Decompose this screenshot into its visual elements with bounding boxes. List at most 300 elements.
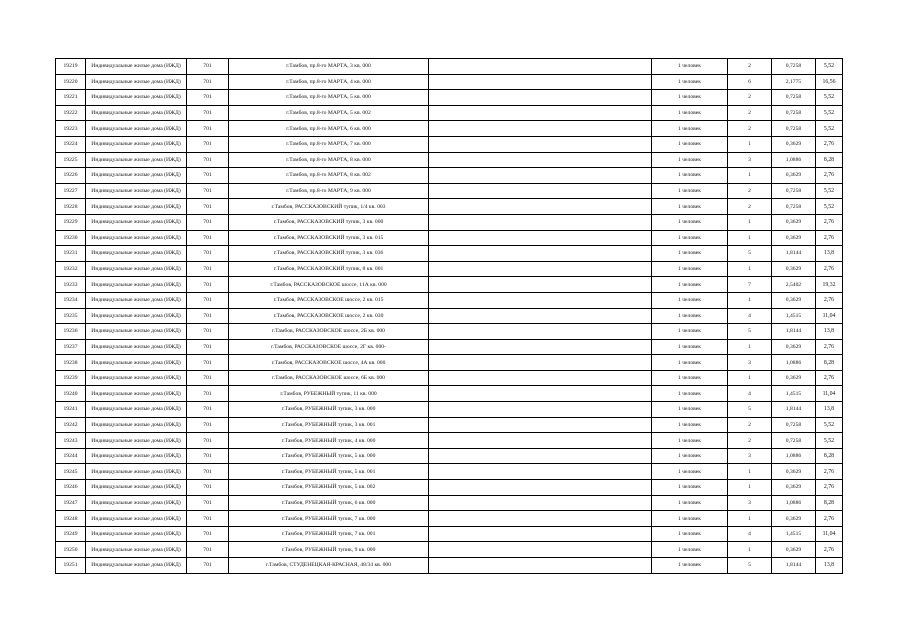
cell-people: 1	[728, 542, 772, 558]
cell-id: 19250	[56, 542, 86, 558]
cell-coefficient: 0,7258	[772, 433, 816, 449]
cell-people: 3	[728, 448, 772, 464]
cell-housing-type: Индивидуальные жилые дома (ИЖД)	[86, 90, 187, 106]
table-row	[56, 370, 843, 386]
cell-blank	[429, 168, 652, 184]
cell-code: 701	[187, 324, 229, 340]
table-row	[56, 136, 843, 152]
cell-code: 701	[187, 214, 229, 230]
cell-people: 1	[728, 214, 772, 230]
cell-code: 701	[187, 183, 229, 199]
cell-code: 701	[187, 495, 229, 511]
cell-value: 8,28	[816, 355, 843, 371]
cell-id: 19227	[56, 183, 86, 199]
cell-coefficient: 1,8144	[772, 402, 816, 418]
cell-coefficient: 0,7258	[772, 121, 816, 137]
cell-coefficient: 0,7258	[772, 417, 816, 433]
cell-coefficient: 0,3629	[772, 136, 816, 152]
cell-address: г.Тамбов, РУБЕЖНЫЙ тупик, 11 кв. 000	[229, 386, 429, 402]
table-row	[56, 168, 843, 184]
cell-people: 2	[728, 417, 772, 433]
cell-id: 19220	[56, 74, 86, 90]
cell-coefficient: 1,0886	[772, 448, 816, 464]
cell-address: г.Тамбов, РАССКАЗОВСКИЙ тупик, 3 кв. 015	[229, 230, 429, 246]
cell-unit: 1 человек	[652, 386, 728, 402]
cell-coefficient: 0,7258	[772, 90, 816, 106]
table-row	[56, 59, 843, 75]
cell-address: г.Тамбов, пр.8-го МАРТА, 5 кв. 002	[229, 105, 429, 121]
cell-unit: 1 человек	[652, 136, 728, 152]
cell-value: 5,52	[816, 121, 843, 137]
cell-housing-type: Индивидуальные жилые дома (ИЖД)	[86, 136, 187, 152]
cell-blank	[429, 183, 652, 199]
table-row	[56, 90, 843, 106]
cell-housing-type: Индивидуальные жилые дома (ИЖД)	[86, 511, 187, 527]
cell-unit: 1 человек	[652, 168, 728, 184]
cell-address: г.Тамбов, РУБЕЖНЫЙ тупик, 5 кв. 000	[229, 448, 429, 464]
cell-address: г.Тамбов, РАССКАЗОВСКОЕ шоссе, 2Б кв. 000	[229, 324, 429, 340]
cell-coefficient: 0,3629	[772, 214, 816, 230]
cell-coefficient: 0,3629	[772, 230, 816, 246]
cell-unit: 1 человек	[652, 480, 728, 496]
cell-id: 19232	[56, 261, 86, 277]
cell-value: 2,76	[816, 511, 843, 527]
cell-value: 2,76	[816, 339, 843, 355]
cell-people: 6	[728, 74, 772, 90]
cell-address: г.Тамбов, пр.8-го МАРТА, 8 кв. 002	[229, 168, 429, 184]
cell-address: г.Тамбов, пр.8-го МАРТА, 3 кв. 000	[229, 59, 429, 75]
cell-blank	[429, 136, 652, 152]
cell-housing-type: Индивидуальные жилые дома (ИЖД)	[86, 105, 187, 121]
cell-blank	[429, 199, 652, 215]
cell-unit: 1 человек	[652, 292, 728, 308]
cell-housing-type: Индивидуальные жилые дома (ИЖД)	[86, 121, 187, 137]
cell-code: 701	[187, 511, 229, 527]
table-row	[56, 121, 843, 137]
cell-id: 19226	[56, 168, 86, 184]
cell-unit: 1 человек	[652, 105, 728, 121]
cell-coefficient: 0,7258	[772, 183, 816, 199]
cell-code: 701	[187, 261, 229, 277]
cell-code: 701	[187, 199, 229, 215]
cell-address: г.Тамбов, пр.8-го МАРТА, 7 кв. 000	[229, 136, 429, 152]
cell-blank	[429, 277, 652, 293]
cell-housing-type: Индивидуальные жилые дома (ИЖД)	[86, 464, 187, 480]
cell-housing-type: Индивидуальные жилые дома (ИЖД)	[86, 246, 187, 262]
cell-id: 19241	[56, 402, 86, 418]
cell-value: 2,76	[816, 464, 843, 480]
cell-blank	[429, 152, 652, 168]
cell-unit: 1 человек	[652, 511, 728, 527]
cell-coefficient: 0,7258	[772, 59, 816, 75]
cell-housing-type: Индивидуальные жилые дома (ИЖД)	[86, 370, 187, 386]
cell-housing-type: Индивидуальные жилые дома (ИЖД)	[86, 448, 187, 464]
cell-coefficient: 1,0886	[772, 152, 816, 168]
cell-code: 701	[187, 386, 229, 402]
table-row	[56, 261, 843, 277]
cell-code: 701	[187, 448, 229, 464]
cell-id: 19243	[56, 433, 86, 449]
cell-address: г.Тамбов, РУБЕЖНЫЙ тупик, 7 кв. 000	[229, 511, 429, 527]
cell-code: 701	[187, 277, 229, 293]
cell-address: г.Тамбов, РУБЕЖНЫЙ тупик, 7 кв. 001	[229, 526, 429, 542]
cell-people: 1	[728, 480, 772, 496]
cell-unit: 1 человек	[652, 246, 728, 262]
table-row	[56, 526, 843, 542]
cell-value: 2,76	[816, 214, 843, 230]
cell-code: 701	[187, 402, 229, 418]
cell-blank	[429, 448, 652, 464]
cell-value: 8,28	[816, 448, 843, 464]
cell-id: 19247	[56, 495, 86, 511]
cell-unit: 1 человек	[652, 121, 728, 137]
table-row	[56, 355, 843, 371]
table-row	[56, 199, 843, 215]
cell-value: 11,04	[816, 386, 843, 402]
cell-unit: 1 человек	[652, 495, 728, 511]
cell-address: г.Тамбов, СТУДЕНЕЦКАЯ-КРАСНАЯ, 48/34 кв. 000	[229, 558, 429, 574]
cell-value: 2,76	[816, 292, 843, 308]
cell-coefficient: 0,3629	[772, 261, 816, 277]
cell-unit: 1 человек	[652, 417, 728, 433]
cell-people: 2	[728, 199, 772, 215]
cell-address: г.Тамбов, РАССКАЗОВСКИЙ тупик, 8 кв. 001	[229, 261, 429, 277]
cell-coefficient: 0,3629	[772, 542, 816, 558]
cell-unit: 1 человек	[652, 230, 728, 246]
cell-blank	[429, 433, 652, 449]
cell-unit: 1 человек	[652, 370, 728, 386]
cell-value: 5,52	[816, 59, 843, 75]
cell-id: 19222	[56, 105, 86, 121]
cell-value: 5,52	[816, 433, 843, 449]
cell-coefficient: 1,4515	[772, 386, 816, 402]
cell-blank	[429, 464, 652, 480]
cell-housing-type: Индивидуальные жилые дома (ИЖД)	[86, 324, 187, 340]
cell-code: 701	[187, 464, 229, 480]
cell-address: г.Тамбов, пр.8-го МАРТА, 4 кв. 000	[229, 74, 429, 90]
cell-value: 5,52	[816, 183, 843, 199]
cell-address: г.Тамбов, РАССКАЗОВСКИЙ тупик, 1/4 кв. 003	[229, 199, 429, 215]
table-row	[56, 152, 843, 168]
cell-value: 13,8	[816, 246, 843, 262]
cell-value: 16,56	[816, 74, 843, 90]
cell-people: 5	[728, 246, 772, 262]
cell-value: 2,76	[816, 230, 843, 246]
cell-value: 11,04	[816, 526, 843, 542]
cell-people: 4	[728, 386, 772, 402]
cell-coefficient: 1,4515	[772, 526, 816, 542]
cell-code: 701	[187, 417, 229, 433]
cell-code: 701	[187, 246, 229, 262]
table-row	[56, 511, 843, 527]
cell-id: 19246	[56, 480, 86, 496]
cell-code: 701	[187, 558, 229, 574]
cell-coefficient: 0,3629	[772, 168, 816, 184]
cell-id: 19223	[56, 121, 86, 137]
cell-housing-type: Индивидуальные жилые дома (ИЖД)	[86, 542, 187, 558]
cell-value: 2,76	[816, 480, 843, 496]
cell-unit: 1 человек	[652, 277, 728, 293]
table-row	[56, 402, 843, 418]
cell-id: 19236	[56, 324, 86, 340]
cell-coefficient: 1,4515	[772, 308, 816, 324]
table-row	[56, 542, 843, 558]
cell-address: г.Тамбов, РАССКАЗОВСКОЕ шоссе, 2Г кв. 000-	[229, 339, 429, 355]
table-row	[56, 74, 843, 90]
cell-value: 5,52	[816, 199, 843, 215]
cell-code: 701	[187, 480, 229, 496]
table-body	[56, 59, 843, 574]
cell-blank	[429, 59, 652, 75]
table-row	[56, 308, 843, 324]
cell-blank	[429, 121, 652, 137]
cell-code: 701	[187, 152, 229, 168]
cell-unit: 1 человек	[652, 324, 728, 340]
cell-unit: 1 человек	[652, 339, 728, 355]
table-row	[56, 105, 843, 121]
cell-people: 3	[728, 495, 772, 511]
cell-id: 19239	[56, 370, 86, 386]
cell-id: 19238	[56, 355, 86, 371]
cell-address: г.Тамбов, пр.8-го МАРТА, 5 кв. 000	[229, 90, 429, 106]
cell-housing-type: Индивидуальные жилые дома (ИЖД)	[86, 308, 187, 324]
cell-id: 19235	[56, 308, 86, 324]
cell-people: 5	[728, 558, 772, 574]
cell-blank	[429, 558, 652, 574]
cell-people: 1	[728, 370, 772, 386]
cell-unit: 1 человек	[652, 355, 728, 371]
cell-coefficient: 0,3629	[772, 480, 816, 496]
cell-coefficient: 1,8144	[772, 246, 816, 262]
cell-coefficient: 0,3629	[772, 292, 816, 308]
cell-address: г.Тамбов, РАССКАЗОВСКОЕ шоссе, 11А кв. 000	[229, 277, 429, 293]
cell-blank	[429, 495, 652, 511]
cell-unit: 1 человек	[652, 542, 728, 558]
cell-unit: 1 человек	[652, 59, 728, 75]
cell-address: г.Тамбов, РУБЕЖНЫЙ тупик, 4 кв. 000	[229, 433, 429, 449]
cell-address: г.Тамбов, РУБЕЖНЫЙ тупик, 5 кв. 002	[229, 480, 429, 496]
cell-coefficient: 1,0886	[772, 355, 816, 371]
cell-value: 13,8	[816, 324, 843, 340]
cell-blank	[429, 402, 652, 418]
cell-people: 2	[728, 105, 772, 121]
cell-id: 19230	[56, 230, 86, 246]
cell-value: 8,28	[816, 495, 843, 511]
table-row	[56, 214, 843, 230]
cell-unit: 1 человек	[652, 433, 728, 449]
cell-code: 701	[187, 74, 229, 90]
cell-people: 2	[728, 90, 772, 106]
cell-value: 5,52	[816, 90, 843, 106]
cell-housing-type: Индивидуальные жилые дома (ИЖД)	[86, 292, 187, 308]
cell-id: 19244	[56, 448, 86, 464]
cell-unit: 1 человек	[652, 402, 728, 418]
cell-address: г.Тамбов, РУБЕЖНЫЙ тупик, 3 кв. 000	[229, 402, 429, 418]
table-row	[56, 417, 843, 433]
cell-value: 13,8	[816, 558, 843, 574]
cell-code: 701	[187, 308, 229, 324]
cell-code: 701	[187, 90, 229, 106]
cell-id: 19233	[56, 277, 86, 293]
cell-code: 701	[187, 105, 229, 121]
cell-code: 701	[187, 526, 229, 542]
cell-housing-type: Индивидуальные жилые дома (ИЖД)	[86, 402, 187, 418]
cell-blank	[429, 370, 652, 386]
table-row	[56, 230, 843, 246]
cell-housing-type: Индивидуальные жилые дома (ИЖД)	[86, 277, 187, 293]
cell-id: 19240	[56, 386, 86, 402]
cell-address: г.Тамбов, пр.8-го МАРТА, 8 кв. 000	[229, 152, 429, 168]
table-row	[56, 448, 843, 464]
cell-people: 1	[728, 511, 772, 527]
cell-code: 701	[187, 355, 229, 371]
table-row	[56, 464, 843, 480]
cell-people: 5	[728, 402, 772, 418]
cell-housing-type: Индивидуальные жилые дома (ИЖД)	[86, 214, 187, 230]
cell-blank	[429, 292, 652, 308]
cell-address: г.Тамбов, РУБЕЖНЫЙ тупик, 9 кв. 000	[229, 542, 429, 558]
cell-housing-type: Индивидуальные жилые дома (ИЖД)	[86, 199, 187, 215]
cell-unit: 1 человек	[652, 214, 728, 230]
cell-unit: 1 человек	[652, 558, 728, 574]
cell-housing-type: Индивидуальные жилые дома (ИЖД)	[86, 152, 187, 168]
cell-id: 19229	[56, 214, 86, 230]
cell-coefficient: 2,5402	[772, 277, 816, 293]
cell-blank	[429, 230, 652, 246]
cell-id: 19242	[56, 417, 86, 433]
cell-unit: 1 человек	[652, 261, 728, 277]
cell-blank	[429, 308, 652, 324]
cell-value: 5,52	[816, 417, 843, 433]
cell-people: 2	[728, 433, 772, 449]
cell-coefficient: 0,3629	[772, 370, 816, 386]
cell-people: 1	[728, 136, 772, 152]
cell-people: 2	[728, 59, 772, 75]
cell-id: 19249	[56, 526, 86, 542]
cell-people: 1	[728, 339, 772, 355]
cell-housing-type: Индивидуальные жилые дома (ИЖД)	[86, 386, 187, 402]
cell-unit: 1 человек	[652, 183, 728, 199]
cell-people: 3	[728, 152, 772, 168]
cell-id: 19248	[56, 511, 86, 527]
registry-table	[55, 58, 843, 574]
cell-code: 701	[187, 339, 229, 355]
cell-people: 1	[728, 292, 772, 308]
cell-coefficient: 0,3629	[772, 511, 816, 527]
cell-coefficient: 0,7258	[772, 199, 816, 215]
cell-id: 19221	[56, 90, 86, 106]
cell-housing-type: Индивидуальные жилые дома (ИЖД)	[86, 183, 187, 199]
cell-blank	[429, 324, 652, 340]
cell-value: 13,8	[816, 402, 843, 418]
cell-code: 701	[187, 168, 229, 184]
cell-housing-type: Индивидуальные жилые дома (ИЖД)	[86, 168, 187, 184]
table-row	[56, 495, 843, 511]
cell-id: 19219	[56, 59, 86, 75]
cell-housing-type: Индивидуальные жилые дома (ИЖД)	[86, 230, 187, 246]
table-row	[56, 246, 843, 262]
cell-people: 5	[728, 324, 772, 340]
table-row	[56, 277, 843, 293]
table-row	[56, 292, 843, 308]
table-row	[56, 339, 843, 355]
table-row	[56, 386, 843, 402]
cell-unit: 1 человек	[652, 199, 728, 215]
cell-value: 2,76	[816, 261, 843, 277]
cell-housing-type: Индивидуальные жилые дома (ИЖД)	[86, 355, 187, 371]
cell-value: 2,76	[816, 370, 843, 386]
cell-id: 19224	[56, 136, 86, 152]
cell-housing-type: Индивидуальные жилые дома (ИЖД)	[86, 74, 187, 90]
cell-unit: 1 человек	[652, 526, 728, 542]
cell-id: 19245	[56, 464, 86, 480]
cell-blank	[429, 105, 652, 121]
cell-code: 701	[187, 121, 229, 137]
cell-code: 701	[187, 292, 229, 308]
cell-coefficient: 0,3629	[772, 339, 816, 355]
cell-people: 1	[728, 464, 772, 480]
cell-address: г.Тамбов, РАССКАЗОВСКОЕ шоссе, 6Б кв. 000	[229, 370, 429, 386]
cell-housing-type: Индивидуальные жилые дома (ИЖД)	[86, 495, 187, 511]
cell-unit: 1 человек	[652, 152, 728, 168]
table-row	[56, 183, 843, 199]
cell-code: 701	[187, 230, 229, 246]
cell-address: г.Тамбов, РУБЕЖНЫЙ тупик, 3 кв. 001	[229, 417, 429, 433]
cell-people: 1	[728, 261, 772, 277]
cell-address: г.Тамбов, РАССКАЗОВСКИЙ тупик, 3 кв. 036	[229, 246, 429, 262]
cell-blank	[429, 542, 652, 558]
cell-address: г.Тамбов, РУБЕЖНЫЙ тупик, 5 кв. 001	[229, 464, 429, 480]
cell-unit: 1 человек	[652, 90, 728, 106]
cell-code: 701	[187, 370, 229, 386]
cell-coefficient: 1,0886	[772, 495, 816, 511]
cell-blank	[429, 74, 652, 90]
cell-blank	[429, 355, 652, 371]
cell-coefficient: 2,1775	[772, 74, 816, 90]
cell-people: 3	[728, 355, 772, 371]
cell-housing-type: Индивидуальные жилые дома (ИЖД)	[86, 339, 187, 355]
cell-unit: 1 человек	[652, 74, 728, 90]
cell-id: 19237	[56, 339, 86, 355]
cell-value: 2,76	[816, 136, 843, 152]
cell-address: г.Тамбов, РАССКАЗОВСКИЙ тупик, 3 кв. 000	[229, 214, 429, 230]
cell-address: г.Тамбов, РАССКАЗОВСКОЕ шоссе, 4А кв. 000	[229, 355, 429, 371]
cell-address: г.Тамбов, РУБЕЖНЫЙ тупик, 6 кв. 000	[229, 495, 429, 511]
cell-address: г.Тамбов, пр.8-го МАРТА, 9 кв. 000	[229, 183, 429, 199]
cell-people: 2	[728, 183, 772, 199]
cell-coefficient: 1,8144	[772, 558, 816, 574]
cell-id: 19225	[56, 152, 86, 168]
cell-blank	[429, 480, 652, 496]
cell-housing-type: Индивидуальные жилые дома (ИЖД)	[86, 480, 187, 496]
cell-people: 7	[728, 277, 772, 293]
table-row	[56, 480, 843, 496]
cell-people: 1	[728, 168, 772, 184]
cell-blank	[429, 417, 652, 433]
cell-unit: 1 человек	[652, 464, 728, 480]
cell-value: 5,52	[816, 105, 843, 121]
cell-unit: 1 человек	[652, 448, 728, 464]
cell-people: 2	[728, 121, 772, 137]
cell-people: 1	[728, 230, 772, 246]
cell-unit: 1 человек	[652, 308, 728, 324]
cell-code: 701	[187, 136, 229, 152]
cell-housing-type: Индивидуальные жилые дома (ИЖД)	[86, 261, 187, 277]
cell-housing-type: Индивидуальные жилые дома (ИЖД)	[86, 558, 187, 574]
cell-housing-type: Индивидуальные жилые дома (ИЖД)	[86, 59, 187, 75]
cell-coefficient: 0,7258	[772, 105, 816, 121]
cell-coefficient: 1,8144	[772, 324, 816, 340]
